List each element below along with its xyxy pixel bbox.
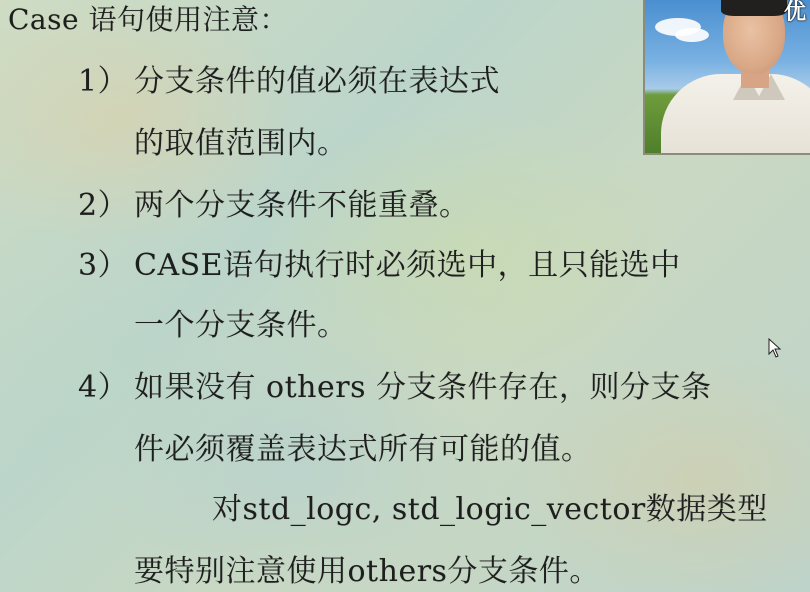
- item-3-line-1: [78, 246, 681, 286]
- item-3-line-2: 一个分支条件。: [134, 308, 348, 343]
- item-4-line-1: [78, 368, 712, 408]
- item-1-number: 1）: [78, 64, 129, 99]
- item-2-number: 2）: [78, 188, 129, 223]
- item-2-line-1: [78, 186, 470, 226]
- item-2-text: 两个分支条件不能重叠。: [134, 188, 470, 223]
- mouse-cursor-icon: [768, 338, 782, 358]
- note-line-2: 要特别注意使用others分支条件。: [134, 554, 600, 589]
- cloud-shape: [675, 28, 709, 42]
- item-4-line-2: 件必须覆盖表达式所有可能的值。: [134, 432, 592, 467]
- item-4-text: 如果没有 others 分支条件存在，则分支条: [134, 370, 712, 405]
- item-1-line-1: [78, 62, 500, 102]
- item-3-number: 3）: [78, 248, 129, 283]
- item-3-text: CASE语句执行时必须选中，且只能选中: [134, 248, 681, 283]
- item-4-number: 4）: [78, 370, 129, 405]
- note-line-1: 对std_logc, std_logic_vector数据类型: [212, 492, 768, 527]
- item-1-line-2: 的取值范围内。: [134, 126, 348, 161]
- slide-title: Case 语句使用注意：: [8, 3, 288, 36]
- presenter-video: [643, 0, 810, 155]
- item-1-text: 分支条件的值必须在表达式: [134, 64, 500, 99]
- presenter-hair: [721, 0, 787, 16]
- video-watermark: 优: [783, 0, 806, 25]
